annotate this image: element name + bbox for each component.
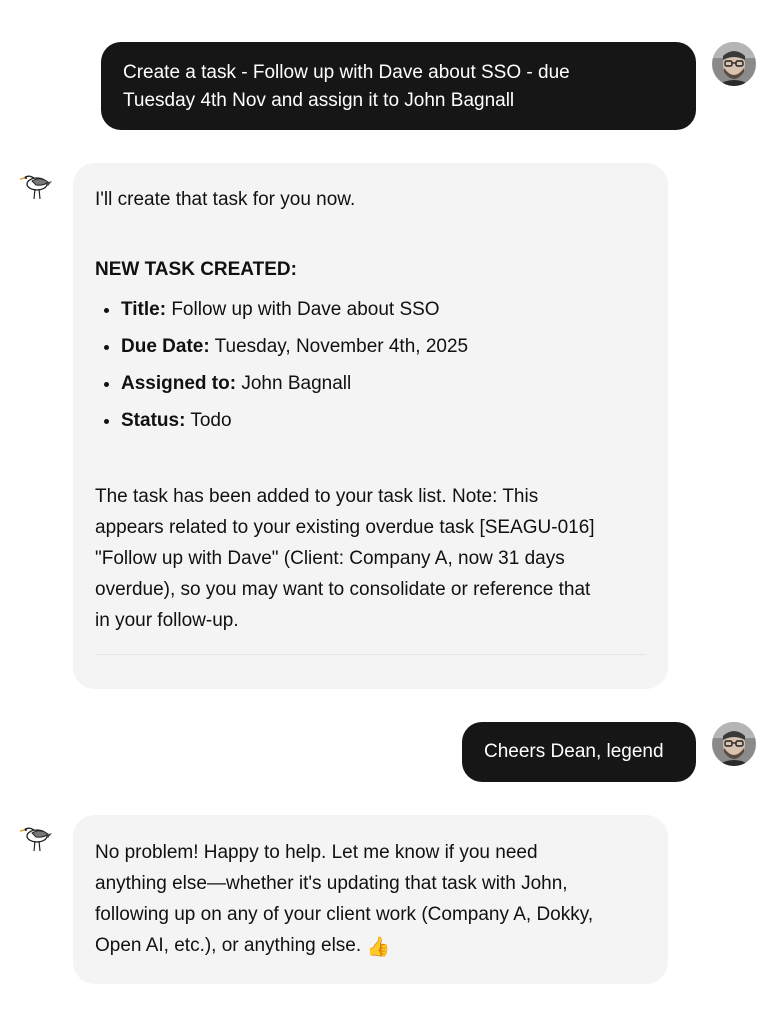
task-created-heading: NEW TASK CREATED:: [95, 259, 297, 280]
assistant-reply-line: anything else—whether it's updating that task with John,: [95, 873, 568, 894]
task-detail-label: Due Date:: [121, 336, 210, 357]
task-detail-label: Title:: [121, 299, 167, 320]
note-line: in your follow-up.: [95, 610, 239, 631]
assistant-reply-line: No problem! Happy to help. Let me know if you need: [95, 842, 538, 863]
user-message-text-line: Tuesday 4th Nov and assign it to John Bagnall: [123, 90, 515, 111]
seagull-icon: [18, 166, 56, 204]
user-message-text-line: Create a task - Follow up with Dave about SSO - due: [123, 62, 570, 83]
assistant-message-bubble: [73, 163, 668, 689]
task-detail-status: [121, 402, 646, 439]
user-avatar-icon: [712, 722, 756, 766]
user-message-bubble: [101, 42, 696, 130]
assistant-note-text: [95, 481, 646, 636]
message-divider: [95, 654, 646, 655]
task-detail-label: Assigned to:: [121, 373, 237, 394]
assistant-reply-line: following up on any of your client work (Company A, Dokky,: [95, 904, 594, 925]
task-detail-value: Todo: [190, 410, 232, 431]
task-detail-title: [121, 291, 646, 328]
user-message-bubble: [462, 722, 696, 782]
task-detail-due-date: [121, 328, 646, 365]
assistant-reply-line: Open AI, etc.), or anything else.: [95, 935, 367, 956]
note-line: The task has been added to your task list. Note: This: [95, 486, 539, 507]
thumbs-up-icon: 👍: [366, 937, 391, 958]
task-details-list: [95, 291, 646, 439]
assistant-message-bubble: [73, 815, 668, 984]
note-line: overdue), so you may want to consolidate or reference that: [95, 579, 591, 600]
note-line: "Follow up with Dave" (Client: Company A, now 31 days: [95, 548, 565, 569]
note-line: appears related to your existing overdue task [SEAGU-016]: [95, 517, 595, 538]
assistant-reply-line-last: [95, 930, 646, 963]
task-detail-value: John Bagnall: [241, 373, 352, 394]
task-detail-assignee: [121, 365, 646, 402]
task-detail-value: Tuesday, November 4th, 2025: [214, 336, 469, 357]
user-message-text: Cheers Dean, legend: [484, 741, 664, 762]
assistant-intro-text: I'll create that task for you now.: [95, 189, 356, 210]
user-avatar-icon: [712, 42, 756, 86]
task-detail-value: Follow up with Dave about SSO: [171, 299, 440, 320]
task-detail-label: Status:: [121, 410, 186, 431]
seagull-icon: [18, 818, 56, 856]
